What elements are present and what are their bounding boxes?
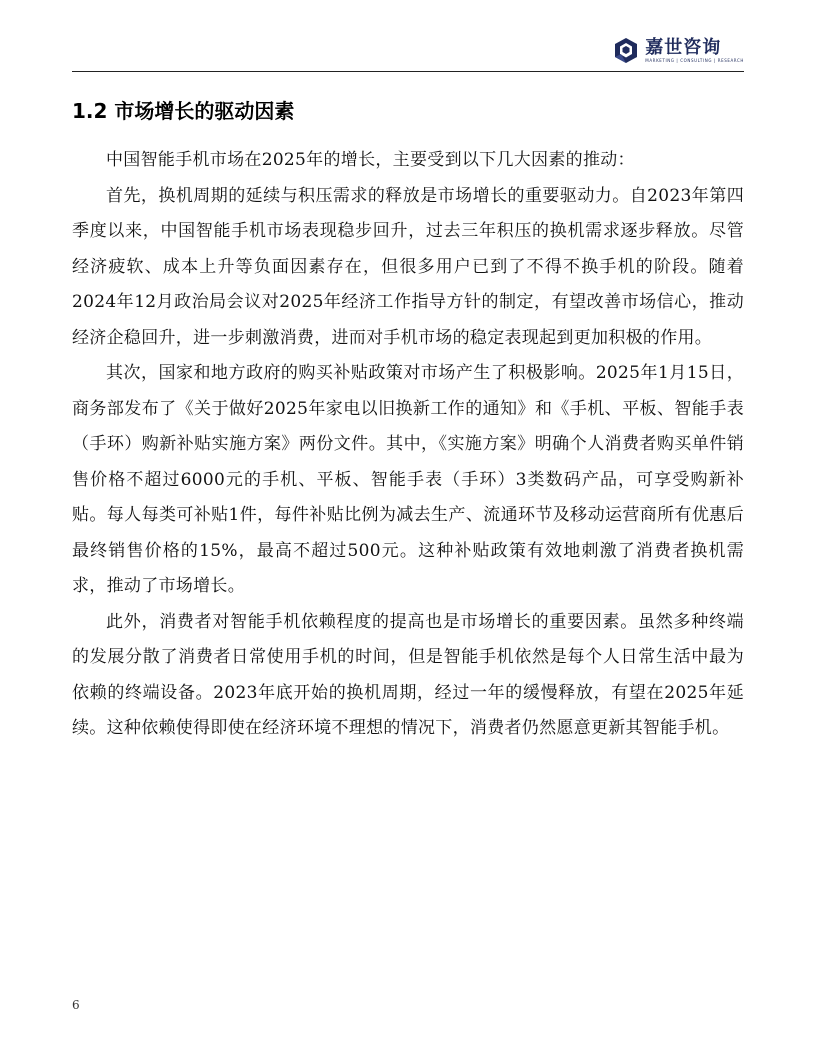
brand-logo [613, 34, 744, 68]
section-title: 1.2 市场增长的驱动因素 [72, 99, 295, 123]
brand-tagline: MARKETING | CONSULTING | RESEARCH [645, 58, 744, 63]
body-text [72, 143, 744, 747]
header-divider [72, 71, 744, 72]
paragraph: 此外，消费者对智能手机依赖程度的提高也是市场增长的重要因素。虽然多种终端的发展分散了消费者日常使用手机的时间，但是智能手机依然是每个人日常生活中最为依赖的终端设备。2023年底开始的换机周期，经过一年的缓慢释放，有望在2025年延续。这种依赖使得即使在经济环境不理想的情况下，消费者仍然愿意更新其智能手机。 [72, 611, 744, 738]
paragraph: 中国智能手机市场在2025年的增长，主要受到以下几大因素的推动： [106, 150, 635, 170]
page-header [72, 28, 744, 72]
page-number: 6 [72, 998, 80, 1012]
paragraph: 首先，换机周期的延续与积压需求的释放是市场增长的重要驱动力。自2023年第四季度以来，中国智能手机市场表现稳步回升，过去三年积压的换机需求逐步释放。尽管经济疲软、成本上升等负面因素存在，但很多用户已到了不得不换手机的阶段。随着2024年12月政治局会议对2025年经济工作指导方针的制定，有望改善市场信心，推动经济企稳回升，进一步刺激消费，进而对手机市场的稳定表现起到更加积极的作用。 [72, 185, 744, 348]
brand-name: 嘉世咨询 [645, 37, 722, 58]
brand-logo-icon [613, 37, 639, 65]
paragraph: 其次，国家和地方政府的购买补贴政策对市场产生了积极影响。2025年1月15日，商务部发布了《关于做好2025年家电以旧换新工作的通知》和《手机、平板、智能手表（手环）购新补贴实施方案》两份文件。其中，《实施方案》明确个人消费者购买单件销售价格不超过6000元的手机、平板、智能手表（手环）3类数码产品，可享受购新补贴。每人每类可补贴1件，每件补贴比例为减去生产、流通环节及移动运营商所有优惠后最终销售价格的15%，最高不超过500元。这种补贴政策有效地刺激了消费者换机需求，推动了市场增长。 [72, 363, 744, 596]
